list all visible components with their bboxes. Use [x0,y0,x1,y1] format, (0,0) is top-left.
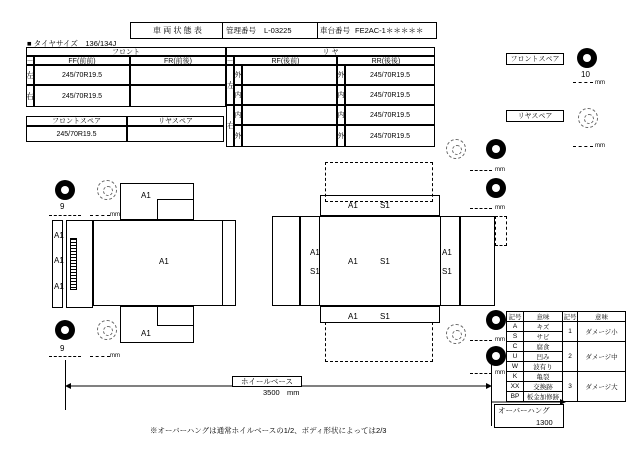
r-tire-2 [486,178,506,198]
rr-inner-1: 内 [337,85,345,105]
left-front-ghost-icon [97,180,117,200]
legend-h2: 意味 [524,312,563,322]
rr-cell-3: 245/70R19.5 [345,105,435,125]
rr-cell-1: 245/70R19.5 [345,65,435,85]
r-ghost-2 [446,324,466,344]
rb-right-end [440,216,460,306]
chassis-label: 車台番号 [320,26,350,35]
chassis-value: FE2AC-1＊＊＊＊＊ [355,26,424,35]
lfa1-1: A1 [54,231,64,240]
rf-outer-1: 外 [234,65,242,85]
legend-row [507,372,626,382]
r-ghost-1 [446,139,466,159]
lf-tread: 9 [60,202,65,211]
legend-level: 3 [563,372,578,402]
rp-rear-spare: リヤスペア [506,110,564,122]
front-title: フロント [26,47,226,56]
lfa1-3: A1 [54,282,64,291]
rear-left-label: 左 [227,81,235,90]
lr-line2 [90,356,110,357]
front-left-label: 左 [26,65,34,85]
rr-header: RR(後後) [337,56,435,65]
legend-meaning: キズ [524,322,563,332]
legend-meaning: サビ [524,332,563,342]
rb-right-a1: A1 [442,248,452,257]
legend-level-meaning: ダメージ中 [578,342,626,372]
lf-line2 [90,215,110,216]
overhang-note: ※オーバーハングは通常ホイルベースの1/2、ボディ形状によっては2/3 [150,426,387,435]
left-rear-ghost-icon [97,320,117,340]
rr-outer-2: 外 [337,125,345,147]
rp-mm2: mm [595,143,605,149]
front-spare-value: 245/70R19.5 [26,126,127,142]
legend-meaning: 凹み [524,352,563,362]
lc-a1: A1 [159,257,169,266]
front-spare-tire-icon [577,48,597,68]
r-mm-3: mm [495,337,505,343]
rp-mm: mm [595,80,605,86]
legend-code: A [507,322,524,332]
front-dash: － [26,57,34,65]
legend-code: XX [507,382,524,392]
legend-level-meaning: ダメージ小 [578,322,626,342]
rr-cell-2: 245/70R19.5 [345,85,435,105]
legend-code: C [507,342,524,352]
rr-outer-1: 外 [337,65,345,85]
legend-row [507,322,626,332]
rb-left-s1: S1 [310,267,320,276]
rb-top-a1: A1 [348,201,358,210]
header-title: 車 両 状 態 表 [153,26,202,35]
left-grill-bar [70,238,77,290]
r-mm-2: mm [495,205,505,211]
rp-rear-line [573,146,593,147]
rear-spare-header: リヤスペア [127,116,224,126]
rear-title: リ ヤ [226,47,435,56]
legend-level: 2 [563,342,578,372]
rp-tread: 10 [581,70,590,79]
rb-dashed-end [495,216,507,246]
rf-cell-4 [242,125,337,147]
rf-cell-2 [242,85,337,105]
rb-mid-a1: A1 [348,257,358,266]
rb-outer-bottom [325,322,433,362]
lb-a1: A1 [141,329,151,338]
rb-far-right [460,216,495,306]
rear-spare-value [127,126,224,142]
rb-far-left [272,216,300,306]
rear-right-label: 右 [227,121,235,130]
front-spare-header: フロントスペア [26,116,127,126]
rear-spare-ghost-icon [578,108,598,128]
mgmt-value: L-03225 [264,26,292,35]
header-divider-1 [222,22,223,39]
legend-level-meaning: ダメージ大 [578,372,626,402]
wheelbase-unit: mm [287,388,300,397]
r-tire-4 [486,346,506,366]
rp-front-spare: フロントスペア [506,53,564,65]
legend-h1: 記号 [507,312,524,322]
left-rear [222,220,236,306]
legend-code: S [507,332,524,342]
rb-left-a1: A1 [310,248,320,257]
r-mm-1: mm [495,167,505,173]
lr-tread: 9 [60,344,65,353]
rf-header: RF(後前) [234,56,337,65]
r-line-1 [470,170,492,171]
left-front-tire-icon [55,180,75,200]
r-line-4 [470,373,492,374]
rf-inner-1: 内 [234,85,242,105]
legend-meaning: 腐食 [524,342,563,352]
legend-level: 1 [563,322,578,342]
ff-header: FF(前前) [34,56,130,65]
front-right-fr [130,85,226,107]
r-line-2 [470,208,492,209]
r-mm-4: mm [495,370,505,376]
rb-top-s1: S1 [380,201,390,210]
rb-bot-a1: A1 [348,312,358,321]
front-right-label: 右 [26,85,34,107]
r-tire-1 [486,139,506,159]
legend-row [507,342,626,352]
left-rear-tire-icon [55,320,75,340]
wb-tick-right [491,360,492,426]
legend-h4: 意味 [578,312,626,322]
lf-mm: mm [110,212,120,218]
rf-cell-1 [242,65,337,85]
legend-header-row [507,312,626,322]
left-top-panel-2 [157,199,194,220]
front-left-fr [130,65,226,85]
rf-inner-2: 内 [234,105,242,125]
legend-meaning: 亀裂 [524,372,563,382]
legend-meaning: 交換跡 [524,382,563,392]
header-divider-2 [317,22,318,39]
legend-code: BP [507,392,524,402]
legend-table [506,311,626,402]
wheelbase-label: ホイールベース [232,376,302,387]
lfa1-2: A1 [54,256,64,265]
lt-a1: A1 [141,191,151,200]
legend-code: K [507,372,524,382]
mgmt-label: 管理番号 [226,26,256,35]
lr-mm: mm [110,353,120,359]
rr-inner-2: 内 [337,105,345,125]
rp-tread-line [573,82,593,83]
front-left-ff: 245/70R19.5 [34,65,130,85]
legend-code: W [507,362,524,372]
rf-cell-3 [242,105,337,125]
legend-h3: 記号 [563,312,578,322]
rb-right-s1: S1 [442,267,452,276]
lf-line [49,215,81,216]
legend-meaning: 波有り [524,362,563,372]
rb-mid-s1: S1 [380,257,390,266]
rb-bot-s1: S1 [380,312,390,321]
overhang-label: オーバーハング [498,406,550,415]
legend-meaning: 板金加修跡 [524,392,563,402]
rr-cell-4: 245/70R19.5 [345,125,435,147]
overhang-value: 1300 [536,418,553,427]
rf-outer-2: 外 [234,125,242,147]
rear-dash: － [226,57,234,65]
tire-size: ■ タイヤサイズ 136/134J [27,39,117,48]
fr-header: FR(前後) [130,56,226,65]
r-line-3 [470,340,492,341]
wheelbase-value: 3500 [263,388,280,397]
rb-left-end [300,216,320,306]
front-right-ff: 245/70R19.5 [34,85,130,107]
r-tire-3 [486,310,506,330]
left-bottom-panel-2 [157,306,194,326]
legend-code: U [507,352,524,362]
lr-line [49,356,81,357]
